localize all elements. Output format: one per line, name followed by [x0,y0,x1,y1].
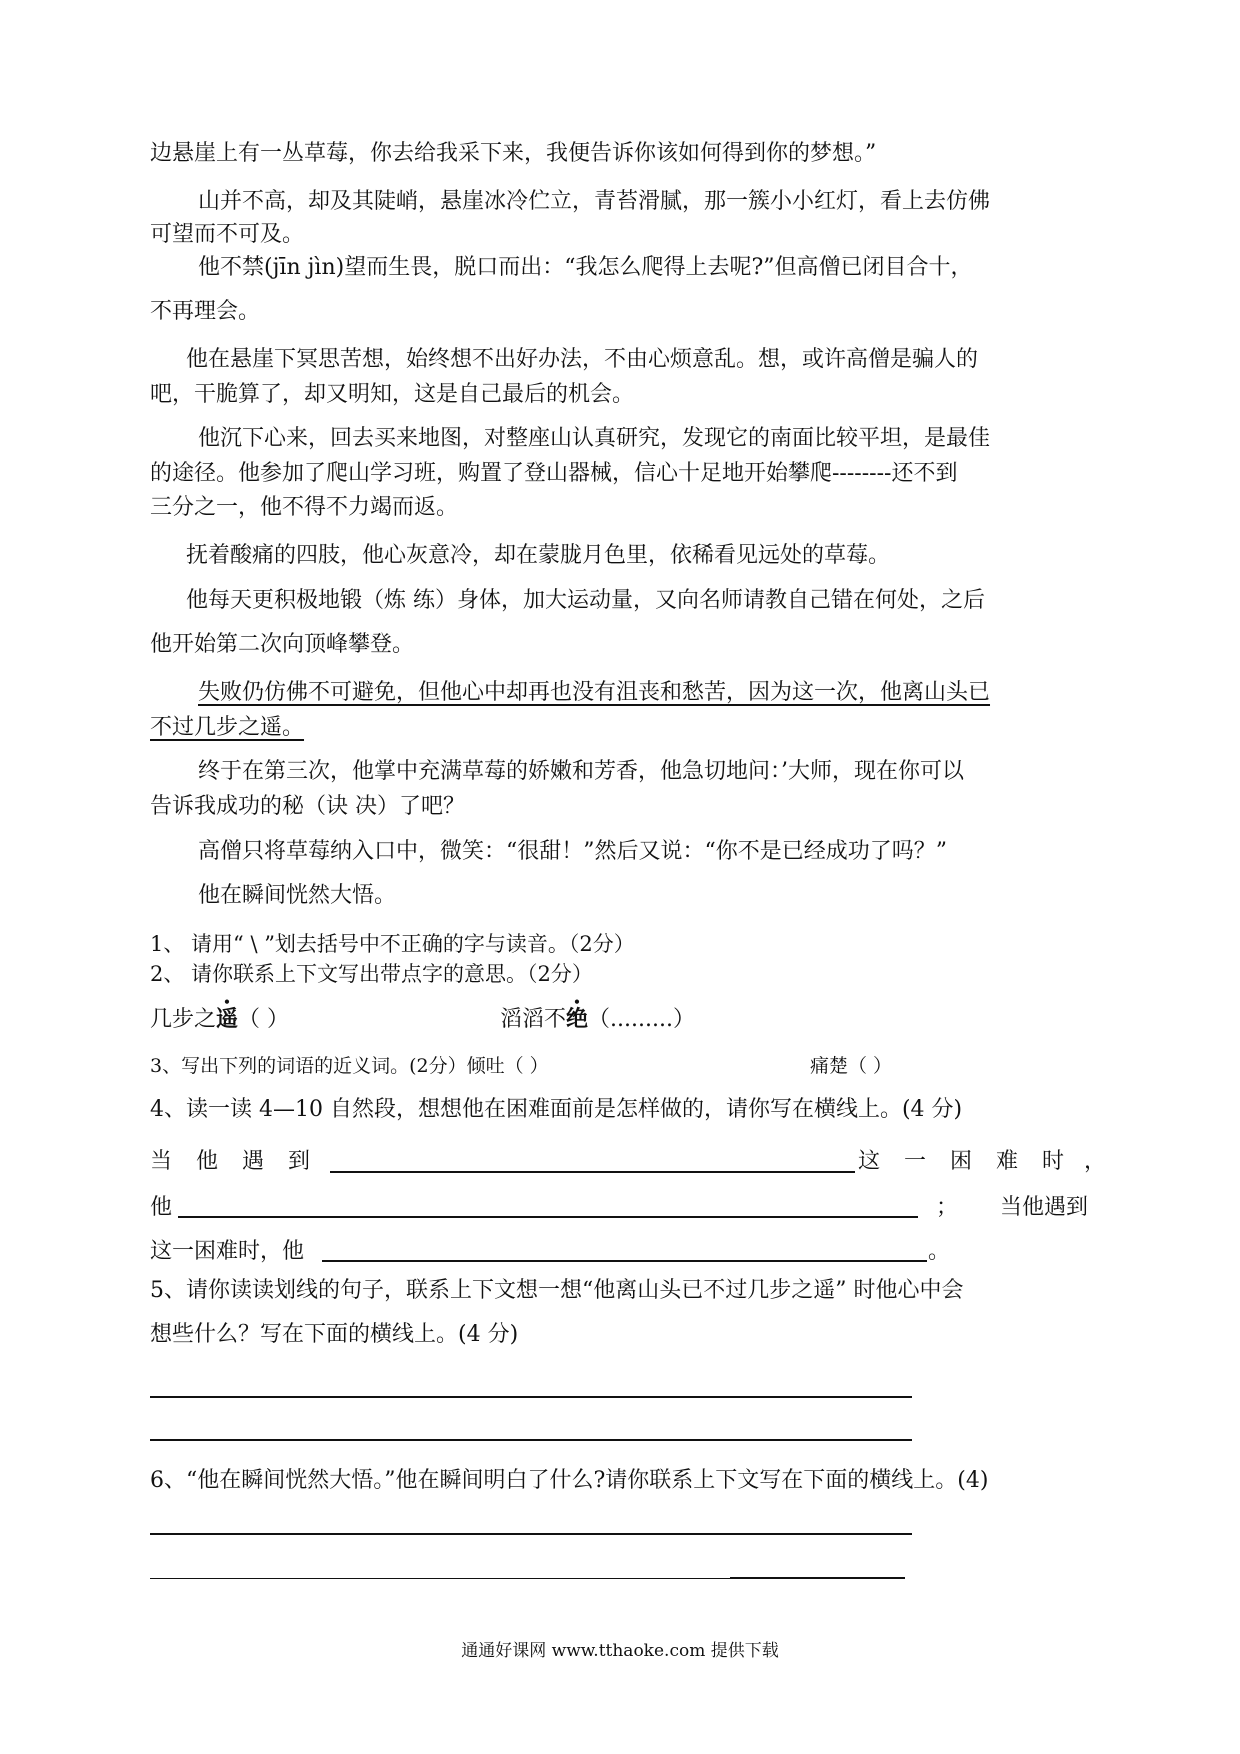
dotted-char: 绝 [566,1006,589,1032]
q4-text: 当他遇到 [1000,1195,1089,1220]
answer-line[interactable] [178,1216,918,1218]
q4-char: 他 [196,1149,219,1174]
passage-line: 高僧只将草莓纳入口中，微笑：“很甜！”然后又说：“你不是已经成功了吗？” [198,839,947,864]
passage-line: 不再理会。 [150,299,261,324]
q4-text: ； [936,1195,959,1220]
page-footer: 通通好课网 www.tthaoke.com 提供下载 [461,1641,779,1661]
answer-line[interactable] [150,1578,730,1579]
dotted-char: 遥 [216,1006,239,1032]
question-1: 1、 请用“ \ ”划去括号中不正确的字与读音。（2分） [150,932,635,956]
passage-line: 的途径。他参加了爬山学习班，购置了登山器械，信心十足地开始攀爬--------还不到 [150,461,958,486]
q2-item1-prefix: 几步之 [150,1007,217,1032]
answer-blank[interactable]: （.........） [588,1007,695,1032]
q4-char: 到 [288,1149,311,1174]
passage-line: 终于在第三次，他掌中充满草莓的娇嫩和芳香，他急切地问：’大师，现在你可以 [198,759,964,784]
q4-char: 当 [150,1149,173,1174]
passage-line: 抚着酸痛的四肢，他心灰意冷，却在蒙胧月色里，依稀看见远处的草莓。 [186,543,891,568]
q2-item2-prefix: 滔滔不 [500,1007,567,1032]
q4-char: 一 [904,1149,927,1174]
passage-line: 三分之一，他不得不力竭而返。 [150,495,459,520]
answer-line[interactable] [150,1396,912,1398]
answer-line[interactable] [322,1260,927,1262]
passage-line: 他沉下心来，回去买来地图，对整座山认真研究，发现它的南面比较平坦，是最佳 [198,426,991,451]
q4-char: 困 [950,1149,973,1174]
question-2-item-1 [150,1008,289,1031]
q4-text: 这一困难时，他 [150,1239,305,1264]
q4-text: 他 [150,1195,173,1220]
passage-line: 他开始第二次向顶峰攀登。 [150,632,415,657]
question-5: 5、请你读读划线的句子，联系上下文想一想“他离山头已不过几步之遥” 时他心中会 [150,1278,964,1303]
passage-line: 山并不高，却及其陡峭，悬崖冰冷伫立，青苔滑腻，那一簇小小红灯，看上去仿佛 [198,189,991,214]
underlined-sentence: 不过几步之遥。 [150,715,305,740]
passage-line: 边悬崖上有一丛草莓，你去给我采下来，我便告诉你该如何得到你的梦想。” [150,141,877,166]
q4-char: 这 [858,1149,881,1174]
passage-line: 他在悬崖下冥思苦想，始终想不出好办法，不由心烦意乱。想，或许高僧是骗人的 [186,347,979,372]
question-3-item-2: 痛楚（ ） [810,1055,893,1077]
q4-char: ， [1084,1149,1107,1174]
answer-line[interactable] [150,1533,912,1535]
q4-char: 遇 [242,1149,265,1174]
answer-line[interactable] [330,1171,855,1173]
passage-line: 他每天更积极地锻（炼 练）身体，加大运动量，又向名师请教自己错在何处，之后 [186,588,985,613]
passage-line: 可望而不可及。 [150,222,305,247]
q4-char: 难 [996,1149,1019,1174]
passage-line: 他不禁(jīn jìn)望而生畏，脱口而出：“我怎么爬得上去呢?”但高僧已闭目合十， [198,255,973,280]
answer-line[interactable] [730,1577,905,1579]
question-4: 4、读一读 4—10 自然段，想想他在困难面前是怎样做的，请你写在横线上。(4 分) [150,1097,963,1122]
answer-line[interactable] [150,1439,912,1441]
answer-blank[interactable]: （ ） [238,1007,290,1032]
question-2-item-2 [500,1008,695,1031]
q4-char: 时 [1042,1149,1065,1174]
question-2: 2、 请你联系上下文写出带点字的意思。（2分） [150,962,593,986]
question-5: 想些什么？写在下面的横线上。(4 分) [150,1322,519,1347]
passage-line: 吧，干脆算了，却又明知，这是自己最后的机会。 [150,382,635,407]
underlined-sentence: 失败仍仿佛不可避免，但他心中却再也没有沮丧和愁苦，因为这一次，他离山头已 [198,680,991,705]
question-6: 6、“他在瞬间恍然大悟。”他在瞬间明白了什么?请你联系上下文写在下面的横线上。(4) [150,1468,989,1493]
question-3: 3、写出下列的词语的近义词。(2分）倾吐（ ） [150,1055,549,1077]
q4-text: 。 [928,1239,951,1264]
passage-line: 他在瞬间恍然大悟。 [198,883,397,908]
passage-line: 告诉我成功的秘（诀 决）了吧？ [150,794,465,819]
